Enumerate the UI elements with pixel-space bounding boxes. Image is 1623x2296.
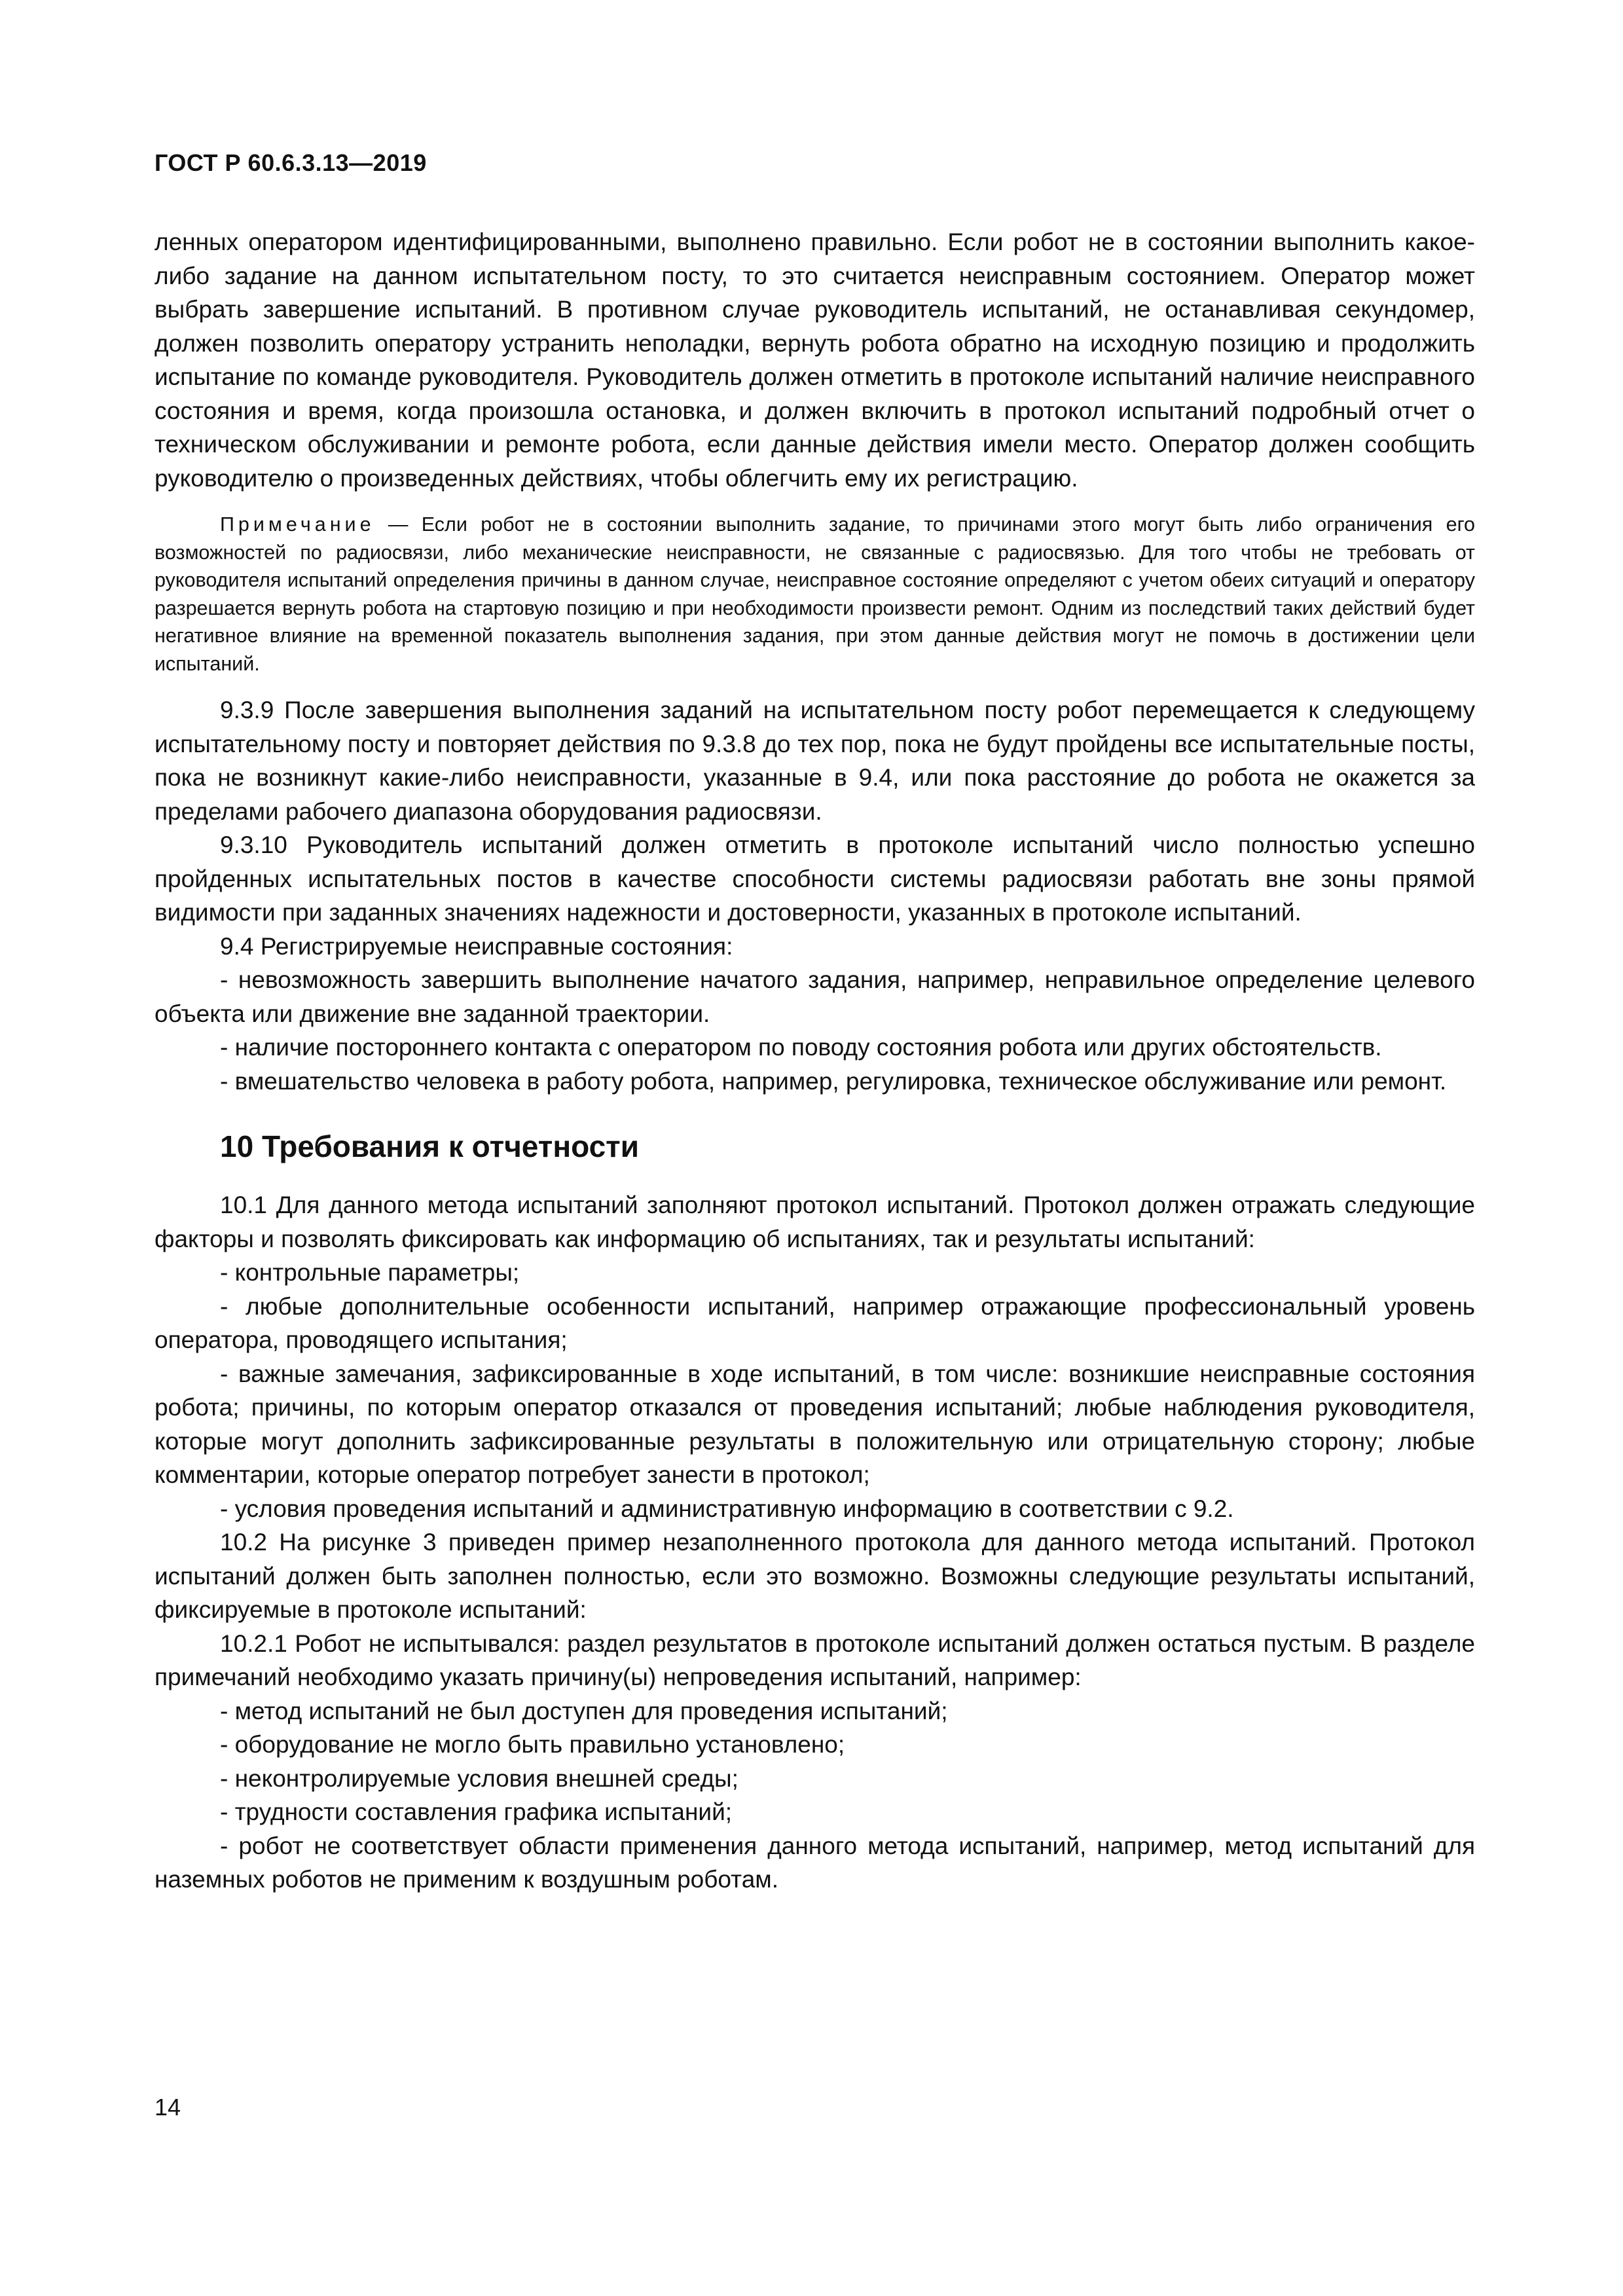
list-item: - вмешательство человека в работу робота, например, регулировка, техническое обслуживание или ремонт. (220, 1067, 1447, 1095)
list-item: - метод испытаний не был доступен для проведения испытаний; (220, 1697, 948, 1724)
clause-10-1: 10.1 Для данного метода испытаний заполняют протокол испытаний. Протокол должен отражать следующие факторы и позволять фиксировать как информацию об испытаниях, так и результаты испытаний: (155, 1192, 1475, 1252)
note-block (155, 511, 1475, 678)
list-item: - трудности составления графика испытаний; (220, 1798, 733, 1825)
note-text: — Если робот не в состоянии выполнить задание, то причинами этого могут быть либо ограничения его возможностей по радиосвязи, либо механические неисправности, не связанные с радиосвязью. Для того чтобы не требовать от руководителя испытаний определения причины в данном случае, неисправное состояние определяют с учетом обеих ситуаций и оператору разрешается вернуть робота на стартовую позицию и при необходимости произвести ремонт. Одним из последствий таких действий будет негативное влияние на временной показатель выполнения задания, при этом данные действия могут не помочь в достижении цели испытаний. (155, 513, 1475, 675)
list-item: - условия проведения испытаний и административную информацию в соответствии с 9.2. (220, 1495, 1234, 1522)
clause-10-2: 10.2 На рисунке 3 приведен пример незаполненного протокола для данного метода испытаний. Протокол испытаний должен быть заполнен полностью, если это возможно. Возможны следующие результаты испытаний, фиксируемые в протоколе испытаний: (155, 1529, 1475, 1623)
list-item: - важные замечания, зафиксированные в ходе испытаний, в том числе: возникшие неисправные состояния робота; причины, по которым оператор отказался от проведения испытаний; любые наблюдения руководителя, которые могут дополнить зафиксированные результаты в положительную или отрицательную сторону; любые комментарии, которые оператор потребует занести в протокол; (155, 1360, 1475, 1488)
page-number: 14 (155, 2094, 181, 2121)
clause-9-3-10: 9.3.10 Руководитель испытаний должен отметить в протоколе испытаний число полностью успешно пройденных испытательных постов в качестве способности системы радиосвязи работать вне зоны прямой видимости при заданных значениях надежности и достоверности, указанных в протоколе испытаний. (155, 831, 1475, 926)
intro-paragraph: ленных оператором идентифицированными, выполнено правильно. Если робот не в состоянии выполнить какое-либо задание на данном испытательном посту, то это считается неисправным состоянием. Оператор может выбрать завершение испытаний. В противном случае руководитель испытаний, не останавливая секундомер, должен позволить оператору устранить неполадки, вернуть робота обратно на исходную позицию и продолжить испытание по команде руководителя. Руководитель должен отметить в протоколе испытаний наличие неисправного состояния и время, когда произошла остановка, и должен включить в протокол испытаний подробный отчет о техническом обслуживании и ремонте робота, если данные действия имели место. Оператор должен сообщить руководителю о произведенных действиях, чтобы облегчить ему их регистрацию. (155, 228, 1475, 492)
document-body (155, 225, 1475, 1897)
section-heading: 10 Требования к отчетности (220, 1129, 639, 1163)
list-item: - оборудование не могло быть правильно установлено; (220, 1731, 845, 1758)
note-label: Примечание (220, 513, 375, 536)
clause-9-3-9: 9.3.9 После завершения выполнения заданий на испытательном посту робот перемещается к следующему испытательному посту и повторяет действия по 9.3.8 до тех пор, пока не будут пройдены все испытательные посты, пока не возникнут какие-либо неисправности, указанные в 9.4, или пока расстояние до робота не окажется за пределами рабочего диапазона оборудования радиосвязи. (155, 697, 1475, 825)
list-item: - неконтролируемые условия внешней среды; (220, 1764, 739, 1792)
clause-9-4: 9.4 Регистрируемые неисправные состояния: (220, 932, 733, 960)
list-item: - любые дополнительные особенности испытаний, например отражающие профессиональный уровень оператора, проводящего испытания; (155, 1292, 1475, 1353)
list-item: - наличие постороннего контакта с оператором по поводу состояния робота или других обстоятельств. (220, 1034, 1382, 1061)
list-item: - контрольные параметры; (220, 1259, 520, 1286)
list-item: - невозможность завершить выполнение начатого задания, например, неправильное определение целевого объекта или движение вне заданной траектории. (155, 966, 1475, 1027)
standard-header: ГОСТ Р 60.6.3.13—2019 (155, 149, 427, 176)
clause-10-2-1: 10.2.1 Робот не испытывался: раздел результатов в протоколе испытаний должен остаться пустым. В разделе примечаний необходимо указать причину(ы) непроведения испытаний, например: (155, 1630, 1475, 1690)
list-item: - робот не соответствует области применения данного метода испытаний, например, метод испытаний для наземных роботов не применим к воздушным роботам. (155, 1832, 1475, 1893)
